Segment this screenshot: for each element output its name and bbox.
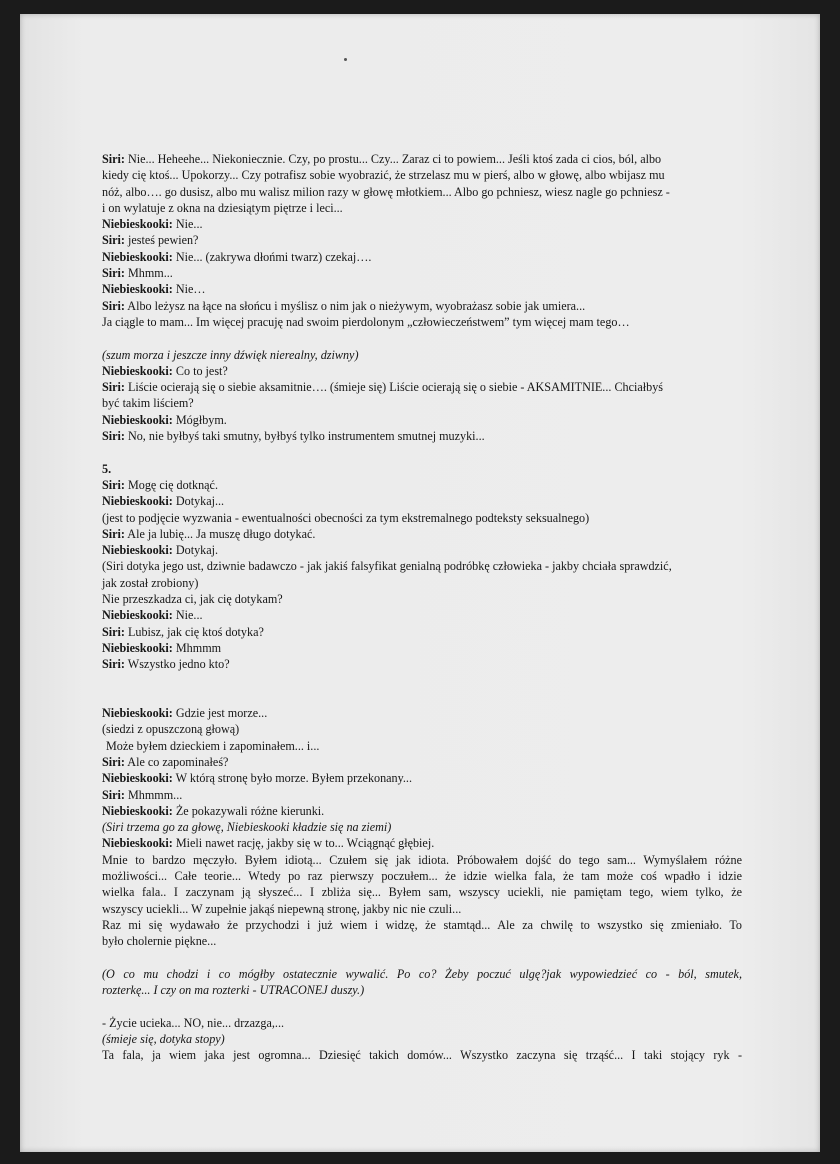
text-line [102,721,742,737]
stage-direction-line [102,966,742,982]
dialogue-line [102,754,742,770]
text-line [102,1047,742,1063]
blank-line [102,330,742,346]
line-text: było cholernie piękne... [102,934,217,949]
line-text: Mieli nawet rację, jakby się w to... Wciągnąć głębiej. [172,836,435,851]
blank-line [102,673,742,706]
dialogue-line [102,624,742,640]
stage-direction-line [102,982,742,998]
line-text: Nie... Heheehe... Niekoniecznie. Czy, po prostu... Czy... Zaraz ci to powiem... Jeśli ktoś zada ci cios, ból, albo [124,152,662,166]
line-text: Nie... [172,217,203,232]
dialogue-line [102,835,742,851]
line-text: Raz mi się wydawało że przychodzi i już wiem i widzę, że stamtąd... Ale za chwilę to wszystko się zmieniało. To [102,917,742,932]
dialogue-line [102,461,742,477]
text-line [102,901,742,917]
text-line [102,1015,742,1031]
speaker-name: Niebieskooki: [102,771,173,786]
line-text: Nie... [172,608,203,623]
speaker-name: Siri: [102,624,125,639]
dialogue-line [102,249,742,265]
line-text: nóż, albo…. go dusisz, albo mu walisz milion razy w głowę młotkiem... Albo go pchniesz, wiesz nagle go pchniesz - [102,184,670,199]
speaker-name: Siri: [102,526,125,541]
text-line [102,558,742,574]
dialogue-line [102,363,742,379]
line-text: (Siri trzema go za głowę, Niebieskooki kładzie się na ziemi) [102,820,392,835]
speaker-name: Siri: [102,787,125,802]
line-text: być takim liściem? [102,396,194,411]
dialogue-line [102,298,742,314]
text-line [102,738,742,754]
line-text: Nie… [172,282,206,297]
speaker-name: Niebieskooki: [102,543,173,558]
text-line [102,917,742,933]
dialogue-line [102,281,742,297]
line-text: No, nie byłbyś taki smutny, byłbyś tylko instrumentem smutnej muzyki... [124,429,485,444]
line-text: jak został zrobiony) [102,575,199,590]
dialogue-line [102,428,742,444]
speaker-name: Niebieskooki: [102,640,173,655]
text-line [102,184,742,200]
line-text: (O co mu chodzi i co mógłby ostatecznie wywalić. Po co? Żeby poczuć ulgę?jak wypowiedzieć co - ból, smutek, [102,966,742,981]
text-line [102,575,742,591]
line-text: (śmieje się, dotyka stopy) [102,1032,225,1047]
text-line [102,591,742,607]
dialogue-line [102,526,742,542]
line-text: Mhmmm... [124,787,183,802]
line-text: Dotykaj... [172,494,225,509]
text-line [102,167,742,183]
speaker-name: Niebieskooki: [102,217,173,232]
scan-speck [344,58,347,61]
text-line [102,395,742,411]
line-text: (szum morza i jeszcze inny dźwięk nierealny, dziwny) [102,347,359,362]
dialogue-line [102,607,742,623]
line-text: Mhmm... [124,266,173,281]
dialogue-line [102,770,742,786]
text-line [102,314,742,330]
dialogue-line [102,787,742,803]
line-text: Mogę cię dotknąć. [124,477,218,492]
dialogue-line [102,477,742,493]
line-text: Co to jest? [172,363,228,378]
line-text: kiedy cię ktoś... Upokorzy... Czy potrafisz sobie wyobrazić, że strzelasz mu w pierś, albo w głowę, albo wbijasz mu [102,168,665,183]
line-text: Ale co zapominałeś? [124,754,229,769]
speaker-name: Niebieskooki: [102,803,173,818]
line-text: Mnie to bardzo męczyło. Byłem idiotą... Czułem się jak idiota. Próbowałem dojść do tego sam... Wymyślałem różne [102,852,742,867]
line-text: (siedzi z opuszczoną głową) [102,722,240,737]
text-line [102,510,742,526]
line-text: Nie... (zakrywa dłońmi twarz) czekaj…. [172,249,372,264]
line-text: Dotykaj. [172,543,219,558]
speaker-name: Siri: [102,657,125,672]
line-text: Mógłbym. [172,412,227,427]
line-text: Wszystko jedno kto? [124,657,230,672]
dialogue-line [102,216,742,232]
speaker-name: Niebieskooki: [102,249,173,264]
line-text: (Siri dotyka jego ust, dziwnie badawczo - jak jakiś falsyfikat genialną podróbkę człowieka - jakby chciała sprawdzić, [102,559,672,574]
dialogue-line [102,265,742,281]
blank-line [102,950,742,966]
blank-line [102,998,742,1014]
line-text: Mhmmm [172,640,222,655]
speaker-name: Siri: [102,233,125,248]
line-text: i on wylatuje z okna na dziesiątym piętrze i leci... [102,200,343,215]
speaker-name: Niebieskooki: [102,608,173,623]
dialogue-line [102,151,742,167]
dialogue-line [102,379,742,395]
line-text: Gdzie jest morze... [172,706,268,721]
speaker-name: Siri: [102,429,125,444]
text-line [102,933,742,949]
speaker-name: Siri: [102,380,125,395]
dialogue-line [102,542,742,558]
line-text: wielka fala.. I zaczynam ją słyszeć... I zbliża się... Byłem sam, wszyscy uciekli, nie pamiętam tego, wiem tylko, że [102,885,742,900]
speaker-name: Niebieskooki: [102,412,173,427]
document-page [20,14,820,1152]
line-text: wszyscy uciekli... W zupełnie jakąś niepewną stronę, jakby nic nie czuli... [102,901,462,916]
stage-direction-line [102,819,742,835]
speaker-name: Siri: [102,298,125,313]
script-text [102,151,742,1064]
line-text: Że pokazywali różne kierunki. [172,803,325,818]
line-text: Ta fala, ja wiem jaka jest ogromna... Dziesięć takich domów... Wszystko zaczyna się trząść... I taki stojący ryk - [102,1048,742,1063]
dialogue-line [102,640,742,656]
line-text: rozterkę... I czy on ma rozterki - UTRACONEJ duszy.) [102,983,365,998]
text-line [102,884,742,900]
line-text: (jest to podjęcie wyzwania - ewentualności obecności za tym ekstremalnego podteksty seksualnego) [102,510,590,525]
text-line [102,852,742,868]
dialogue-line [102,803,742,819]
speaker-name: Niebieskooki: [102,494,173,509]
speaker-name: Niebieskooki: [102,282,173,297]
speaker-name: 5. [102,461,112,476]
speaker-name: Siri: [102,266,125,281]
stage-direction-line [102,347,742,363]
stage-direction-line [102,1031,742,1047]
line-text: Lubisz, jak cię ktoś dotyka? [124,624,264,639]
speaker-name: Siri: [102,754,125,769]
line-text: W którą stronę było morze. Byłem przekonany... [172,771,412,786]
speaker-name: Siri: [102,477,125,492]
speaker-name: Niebieskooki: [102,706,173,721]
dialogue-line [102,412,742,428]
dialogue-line [102,232,742,248]
dialogue-line [102,656,742,672]
speaker-name: Niebieskooki: [102,836,173,851]
line-text: możliwości... Całe teorie... Wtedy po raz pierwszy poczułem... że idzie wielka fala, że tam może coś wpadło i idzie [102,869,742,884]
text-line [102,868,742,884]
dialogue-line [102,493,742,509]
speaker-name: Siri: [102,152,125,166]
line-text: Nie przeszkadza ci, jak cię dotykam? [102,592,283,607]
dialogue-line [102,705,742,721]
line-text: jesteś pewien? [124,233,199,248]
line-text: - Życie ucieka... NO, nie... drzazga,... [102,1015,285,1030]
line-text: Liście ocierają się o siebie aksamitnie…. (śmieje się) Liście ocierają się o siebie - AKSAMITNIE... Chciałbyś [124,380,664,395]
blank-line [102,444,742,460]
line-text: Ale ja lubię... Ja muszę długo dotykać. [124,526,316,541]
speaker-name: Niebieskooki: [102,363,173,378]
line-text: Albo leżysz na łące na słońcu i myślisz o nim jak o nieżywym, wyobrażasz sobie jak umiera... [124,298,586,313]
line-text: Może byłem dzieckiem i zapominałem... i... [106,738,320,753]
text-line [102,200,742,216]
line-text: Ja ciągle to mam... Im więcej pracuję nad swoim pierdolonym „człowieczeństwem” tym więcej mam tego… [102,314,630,329]
